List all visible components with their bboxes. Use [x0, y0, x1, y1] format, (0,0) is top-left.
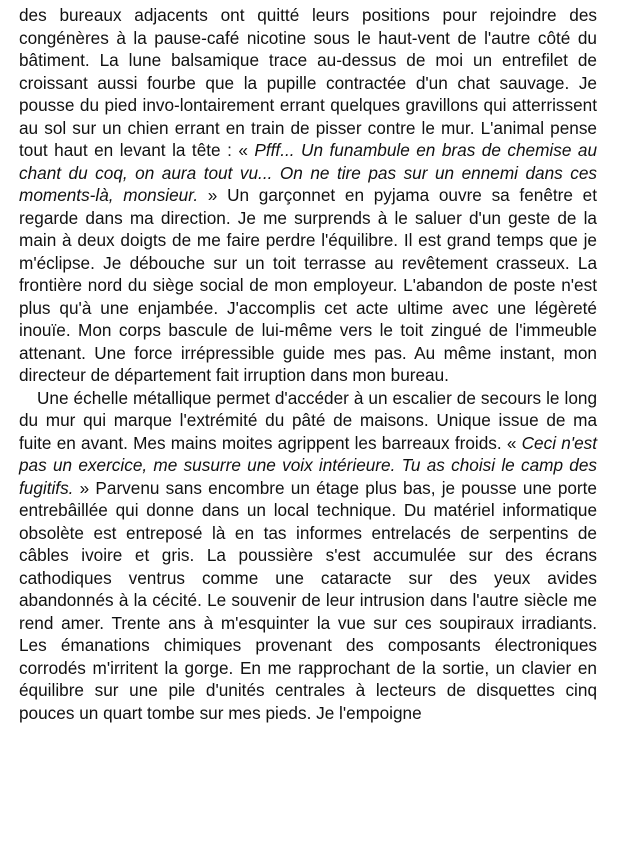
paragraph-2-italic-quote: Ceci n'est pas un exercice, me susurre une voix intérieure. Tu as choisi le camp des fugitifs. [19, 432, 597, 498]
paragraph-1-italic-quote: Pfff... Un funambule en bras de chemise au chant du coq, on aura tout vu... On ne tire pas sur un ennemi dans ces moments-là, monsieur. [19, 140, 597, 205]
document-page [19, 4, 597, 724]
paragraph-2 [19, 387, 597, 725]
paragraph-1-text-a: des bureaux adjacents ont quitté leurs positions pour rejoindre des congénères à la pause-café nicotine sous le haut-vent de l'autre côté du bâtiment. La lune balsamique trace au-dessus de moi un entrefilet de croissant aussi fourbe que la pupille contractée d'un chat sauvage. Je pousse du pied invo-lontairement errant quelques gravillons qui atterrissent au sol sur un chien errant en train de pisser contre le mur. L'animal pense tout haut en levant la tête : « [19, 5, 597, 160]
paragraph-2-text-a: Une échelle métallique permet d'accéder à un escalier de secours le long du mur qui marque l'extrémité du pâté de maisons. Unique issue de ma fuite en avant. Mes mains moites agrippent les barreaux froids. « [19, 387, 597, 453]
paragraph-2-text-c: » Parvenu sans encombre un étage plus bas, je pousse une porte entrebâillée qui donne dans un local technique. Du matériel informatique obsolète est entreposé là en tas informes entrelacés de serpentins de câbles ivoire et gris. La poussière s'est accumulée sur des écrans cathodiques ventrus comme une cataracte sur des yeux avides abandonnés à la cécité. Le souvenir de leur intrusion dans l'autre siècle me rend amer. Trente ans à m'esquinter la vue sur ces soupiraux irradiants. Les émanations chimiques provenant des composants électroniques corrodés m'irritent la gorge. En me rapprochant de la sortie, un clavier en équilibre sur une pile d'unités centrales à lecteurs de disquettes cinq pouces un quart tombe sur mes pieds. Je l'empoigne [19, 477, 597, 723]
paragraph-1-text-c: » Un garçonnet en pyjama ouvre sa fenêtre et regarde dans ma direction. Je me surprends à le saluer d'un geste de la main à deux doigts de me faire perdre l'équilibre. Il est grand temps que je m'éclipse. Je débouche sur un toit terrasse au revêtement crasseux. La frontière nord du siège social de mon employeur. L'abandon de poste n'est plus qu'à une enjambée. J'accomplis cet acte ultime avec une légèreté inouïe. Mon corps bascule de lui-même vers le toit zingué de l'immeuble attenant. Une force irrépressible guide mes pas. Au même instant, mon directeur de département fait irruption dans mon bureau. [19, 185, 597, 385]
paragraph-1 [19, 4, 597, 387]
